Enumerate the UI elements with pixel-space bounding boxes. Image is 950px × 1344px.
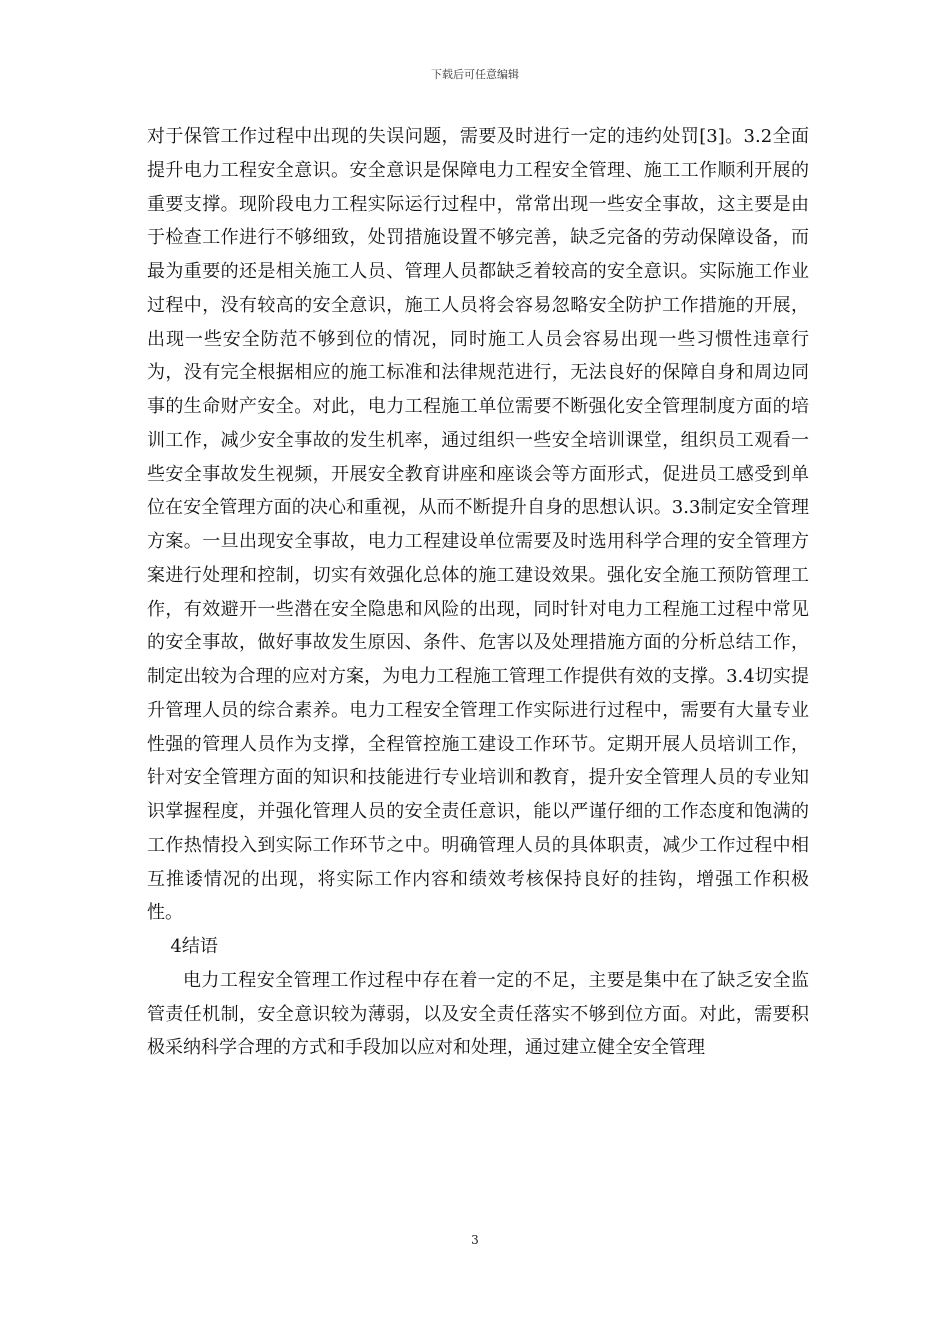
section-heading: 4结语: [170, 936, 218, 957]
conclusion-paragraph: 电力工程安全管理工作过程中存在着一定的不足，主要是集中在了缺乏安全监管责任机制，安全意识较为薄弱，以及安全责任落实不够到位方面。对此，需要积极采纳科学合理的方式和手段加以应对和处理，通过建立健全安全管理: [147, 969, 809, 1059]
page-number: 3: [471, 1233, 479, 1247]
page-header: 下载后可任意编辑: [431, 68, 519, 81]
body-paragraph: 对于保管工作过程中出现的失误问题，需要及时进行一定的违约处罚[3]。3.2全面提升电力工程安全意识。安全意识是保障电力工程安全管理、施工工作顺利开展的重要支撑。现阶段电力工程实际运行过程中，常常出现一些安全事故，这主要是由于检查工作进行不够细致，处罚措施设置不够完善，缺乏完备的劳动保障设备，而最为重要的还是相关施工人员、管理人员都缺乏着较高的安全意识。实际施工作业过程中，没有较高的安全意识，施工人员将会容易忽略安全防护工作措施的开展，出现一些安全防范不够到位的情况，同时施工人员会容易出现一些习惯性违章行为，没有完全根据相应的施工标准和法律规范进行，无法良好的保障自身和周边同事的生命财产安全。对此，电力工程施工单位需要不断强化安全管理制度方面的培训工作，减少安全事故的发生机率，通过组织一些安全培训课堂，组织员工观看一些安全事故发生视频，开展安全教育讲座和座谈会等方面形式，促进员工感受到单位在安全管理方面的决心和重视，从而不断提升自身的思想认识。3.3制定安全管理方案。一旦出现安全事故，电力工程建设单位需要及时选用科学合理的安全管理方案进行处理和控制，切实有效强化总体的施工建设效果。强化安全施工预防管理工作，有效避开一些潜在安全隐患和风险的出现，同时针对电力工程施工过程中常见的安全事故，做好事故发生原因、条件、危害以及处理措施方面的分析总结工作，制定出较为合理的应对方案，为电力工程施工管理工作提供有效的支撑。3.4切实提升管理人员的综合素养。电力工程安全管理工作实际进行过程中，需要有大量专业性强的管理人员作为支撑，全程管控施工建设工作环节。定期开展人员培训工作，针对安全管理方面的知识和技能进行专业培训和教育，提升安全管理人员的专业知识掌握程度，并强化管理人员的安全责任意识，能以严谨仔细的工作态度和饱满的工作热情投入到实际工作环节之中。明确管理人员的具体职责，减少工作过程中相互推诿情况的出现，将实际工作内容和绩效考核保持良好的挂钩，增强工作积极性。: [147, 126, 809, 924]
document-body: [147, 120, 809, 1065]
